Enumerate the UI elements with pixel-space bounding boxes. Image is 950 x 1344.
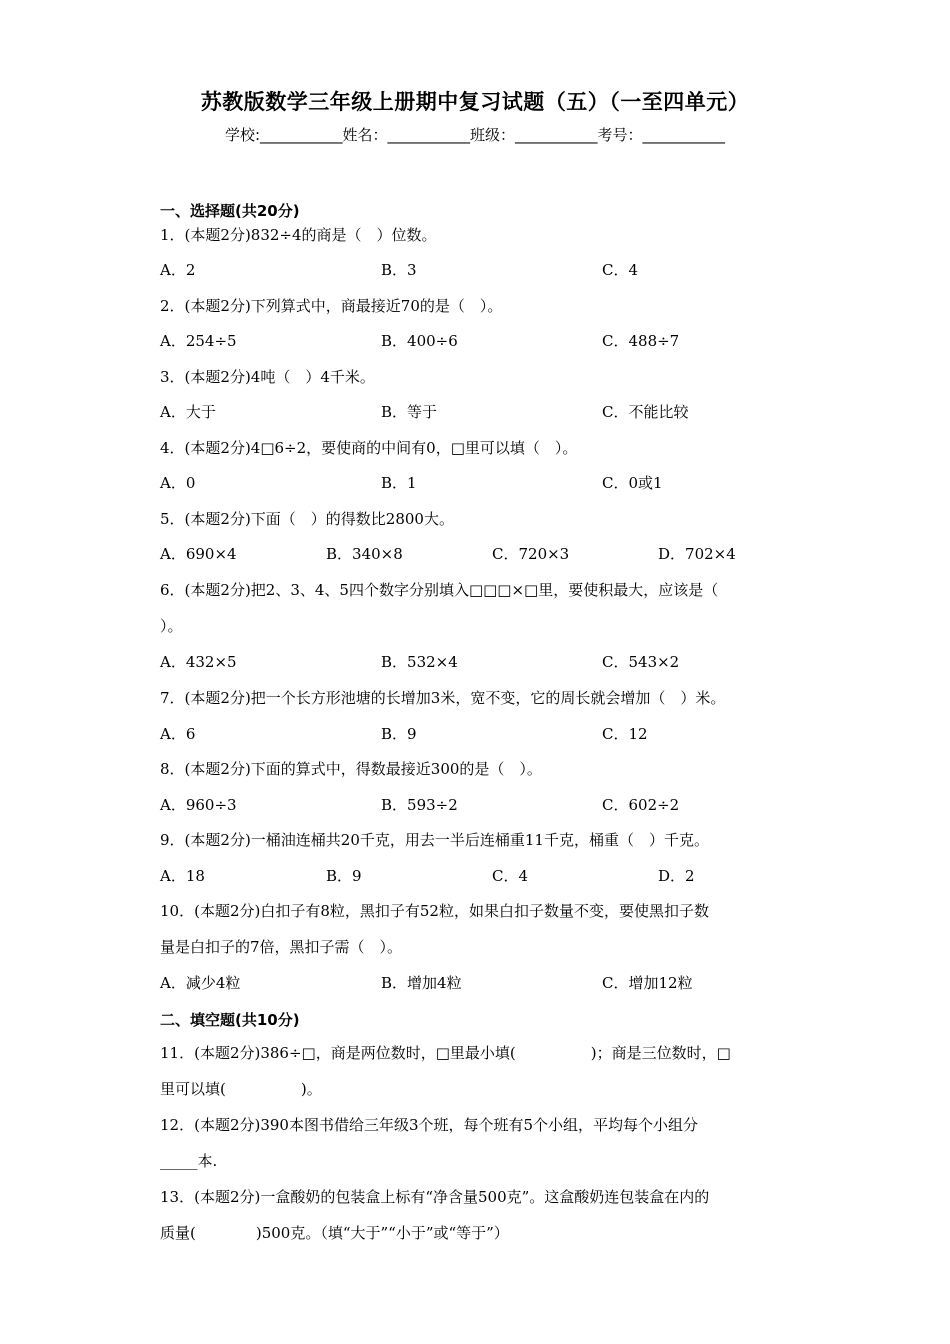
question-5-option-b: B．340×8 bbox=[326, 545, 403, 563]
question-8-option-c: C．602÷2 bbox=[602, 796, 680, 814]
question-8-option-b: B．593÷2 bbox=[381, 796, 458, 814]
question-8-stem: 8．(本题2分)下面的算式中，得数最接近300的是（ ）。 bbox=[160, 760, 542, 778]
question-9-option-d: D．2 bbox=[658, 867, 695, 885]
question-7-stem: 7．(本题2分)把一个长方形池塘的长增加3米，宽不变，它的周长就会增加（ ）米。 bbox=[160, 689, 726, 707]
question-9-option-a: A．18 bbox=[160, 867, 205, 885]
question-2-option-c: C．488÷7 bbox=[602, 332, 680, 350]
question-3-option-c: C．不能比较 bbox=[602, 403, 689, 421]
section-choice-title: 一、选择题(共20分) bbox=[160, 202, 300, 220]
question-5-stem: 5．(本题2分)下面（ ）的得数比2800大。 bbox=[160, 510, 454, 528]
question-10-option-b: B．增加4粒 bbox=[381, 974, 462, 992]
question-1-option-c: C．4 bbox=[602, 261, 639, 279]
question-6-stem: 6．(本题2分)把2、3、4、5四个数字分别填入□□□×□里，要使积最大，应该是（ bbox=[160, 581, 719, 599]
question-4-stem: 4．(本题2分)4□6÷2，要使商的中间有0，□里可以填（ ）。 bbox=[160, 439, 578, 457]
question-3-option-b: B．等于 bbox=[381, 403, 438, 421]
question-9-option-c: C．4 bbox=[492, 867, 529, 885]
question-2-stem: 2．(本题2分)下列算式中，商最接近70的是（ ）。 bbox=[160, 297, 503, 315]
question-10-stem-continued: 量是白扣子的7倍，黑扣子需（ ）。 bbox=[160, 938, 403, 956]
question-1-stem: 1．(本题2分)832÷4的商是（ ）位数。 bbox=[160, 226, 437, 244]
question-4-option-c: C．0或1 bbox=[602, 474, 663, 492]
question-8-option-a: A．960÷3 bbox=[160, 796, 237, 814]
section-fill-title: 二、填空题(共10分) bbox=[160, 1011, 300, 1029]
question-6-stem-continued: ）。 bbox=[160, 617, 183, 635]
question-7-option-b: B．9 bbox=[381, 725, 417, 743]
question-2-option-b: B．400÷6 bbox=[381, 332, 458, 350]
question-1-option-b: B．3 bbox=[381, 261, 417, 279]
question-1-option-a: A．2 bbox=[160, 261, 196, 279]
question-12-stem: 12．(本题2分)390本图书借给三年级3个班，每个班有5个小组，平均每个小组分 bbox=[160, 1116, 699, 1134]
question-5-option-c: C．720×3 bbox=[492, 545, 570, 563]
question-13-stem-continued: 质量( )500克。（填“大于”“小于”或“等于”） bbox=[160, 1224, 509, 1242]
question-9-option-b: B．9 bbox=[326, 867, 362, 885]
question-11-stem: 11．(本题2分)386÷□，商是两位数时，□里最小填( )；商是三位数时，□ bbox=[160, 1044, 731, 1062]
question-10-stem: 10．(本题2分)白扣子有8粒，黑扣子有52粒，如果白扣子数量不变，要使黑扣子数 bbox=[160, 902, 709, 920]
question-10-option-a: A．减少4粒 bbox=[160, 974, 241, 992]
question-7-option-c: C．12 bbox=[602, 725, 648, 743]
question-9-stem: 9．(本题2分)一桶油连桶共20千克，用去一半后连桶重11千克，桶重（ ）千克。 bbox=[160, 831, 709, 849]
question-12-stem-continued: _____本. bbox=[160, 1152, 218, 1170]
question-13-stem: 13．(本题2分)一盒酸奶的包装盒上标有“净含量500克”。这盒酸奶连包装盒在内的 bbox=[160, 1188, 710, 1206]
exam-title: 苏教版数学三年级上册期中复习试题（五）（一至四单元） bbox=[200, 90, 750, 114]
question-6-option-b: B．532×4 bbox=[381, 653, 458, 671]
question-6-option-a: A．432×5 bbox=[160, 653, 237, 671]
question-4-option-a: A．0 bbox=[160, 474, 196, 492]
question-7-option-a: A．6 bbox=[160, 725, 196, 743]
question-3-stem: 3．(本题2分)4吨（ ）4千米。 bbox=[160, 368, 375, 386]
student-info-line: 学校:___________姓名：___________班级：___________考号：___________ bbox=[224, 126, 726, 144]
question-5-option-a: A．690×4 bbox=[160, 545, 237, 563]
question-6-option-c: C．543×2 bbox=[602, 653, 680, 671]
question-2-option-a: A．254÷5 bbox=[160, 332, 237, 350]
question-4-option-b: B．1 bbox=[381, 474, 417, 492]
question-10-option-c: C．增加12粒 bbox=[602, 974, 693, 992]
question-11-stem-continued: 里可以填( )。 bbox=[160, 1080, 322, 1098]
question-3-option-a: A．大于 bbox=[160, 403, 216, 421]
question-5-option-d: D．702×4 bbox=[658, 545, 736, 563]
